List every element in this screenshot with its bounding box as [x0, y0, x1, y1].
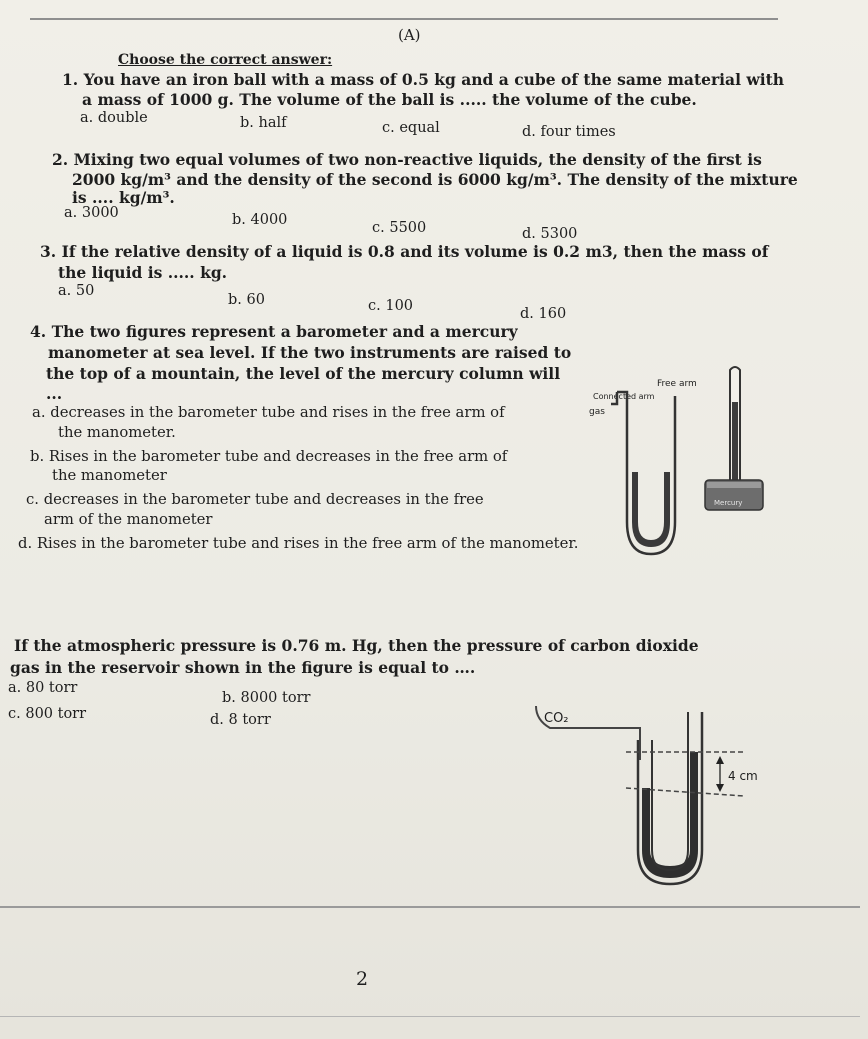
question-4-line-1: 4. The two figures represent a barometer and a mercury	[30, 322, 518, 341]
question-5-line-2: gas in the reservoir shown in the figure is equal to ….	[10, 658, 476, 677]
question-5-line-1: If the atmospheric pressure is 0.76 m. Hg, then the pressure of carbon dioxide	[14, 636, 699, 655]
question-4-line-4: ...	[46, 384, 63, 403]
q2-option-d[interactable]: d. 5300	[522, 226, 578, 242]
question-2-line-3: is .... kg/m³.	[72, 188, 175, 207]
q2-option-c[interactable]: c. 5500	[372, 220, 427, 236]
question-4-line-3: the top of a mountain, the level of the mercury column will	[46, 364, 561, 383]
gas-label: gas	[589, 407, 605, 417]
q4-option-d[interactable]: d. Rises in the barometer tube and rises in the free arm of the manometer.	[18, 535, 579, 552]
mercury-label: Mercury	[714, 499, 743, 507]
q5-option-d[interactable]: d. 8 torr	[210, 712, 271, 728]
q2-option-b[interactable]: b. 4000	[232, 212, 288, 228]
q4-option-c-line-2: arm of the manometer	[44, 511, 213, 528]
q1-option-d[interactable]: d. four times	[522, 124, 616, 140]
section-label: (A)	[398, 26, 421, 44]
q4-option-a-line-1[interactable]: a. decreases in the barometer tube and rises in the free arm of	[32, 404, 505, 421]
q1-option-a[interactable]: a. double	[80, 110, 148, 126]
barometer-dish-surface	[707, 482, 761, 488]
manometer-barometer-figure	[575, 362, 765, 562]
question-1-line-2: a mass of 1000 g. The volume of the ball is ..... the volume of the cube.	[82, 90, 697, 109]
q4-option-a-line-2: the manometer.	[58, 424, 176, 441]
question-2-line-1: 2. Mixing two equal volumes of two non-reactive liquids, the density of the first is	[52, 150, 762, 169]
question-4-line-2: manometer at sea level. If the two instruments are raised to	[48, 343, 572, 362]
q4-option-b-line-1[interactable]: b. Rises in the barometer tube and decreases in the free arm of	[30, 448, 508, 465]
instruction-heading: Choose the correct answer:	[118, 52, 333, 68]
q5-option-b[interactable]: b. 8000 torr	[222, 690, 311, 706]
connected-arm-label: Connected arm	[593, 392, 655, 401]
q4-option-b-line-2: the manometer	[52, 467, 167, 484]
q5-option-a[interactable]: a. 80 torr	[8, 680, 78, 696]
co2-label: CO₂	[544, 711, 569, 726]
q3-option-c[interactable]: c. 100	[368, 298, 414, 314]
q3-option-d[interactable]: d. 160	[520, 306, 567, 322]
q1-option-c[interactable]: c. equal	[382, 120, 440, 136]
height-arrow-up-icon	[716, 756, 724, 764]
q1-option-b[interactable]: b. half	[240, 115, 287, 131]
question-1-line-1: 1. You have an iron ball with a mass of 0.5 kg and a cube of the same material with	[62, 70, 785, 89]
height-arrow-down-icon	[716, 784, 724, 792]
bottom-rule	[0, 906, 860, 908]
q3-option-a[interactable]: a. 50	[58, 283, 95, 299]
question-3-line-2: the liquid is ..... kg.	[58, 263, 228, 282]
q3-option-b[interactable]: b. 60	[228, 292, 265, 308]
q2-option-a[interactable]: a. 3000	[64, 205, 119, 221]
q5-option-c[interactable]: c. 800 torr	[8, 706, 87, 722]
footer-rule	[0, 1016, 860, 1017]
q4-option-c-line-1[interactable]: c. decreases in the barometer tube and decreases in the free	[26, 491, 484, 508]
question-3-line-1: 3. If the relative density of a liquid is 0.8 and its volume is 0.2 m3, then the mass of	[40, 242, 769, 261]
top-rule	[30, 18, 778, 20]
page-number: 2	[356, 968, 369, 990]
co2-manometer-figure	[530, 700, 770, 890]
question-2-line-2: 2000 kg/m³ and the density of the second is 6000 kg/m³. The density of the mixture	[72, 170, 798, 189]
free-arm-label: Free arm	[657, 379, 697, 389]
co2-manometer-mercury	[642, 752, 698, 878]
manometer-connected-arm	[611, 392, 627, 522]
manometer-mercury	[632, 472, 670, 547]
height-label: 4 cm	[728, 769, 758, 783]
